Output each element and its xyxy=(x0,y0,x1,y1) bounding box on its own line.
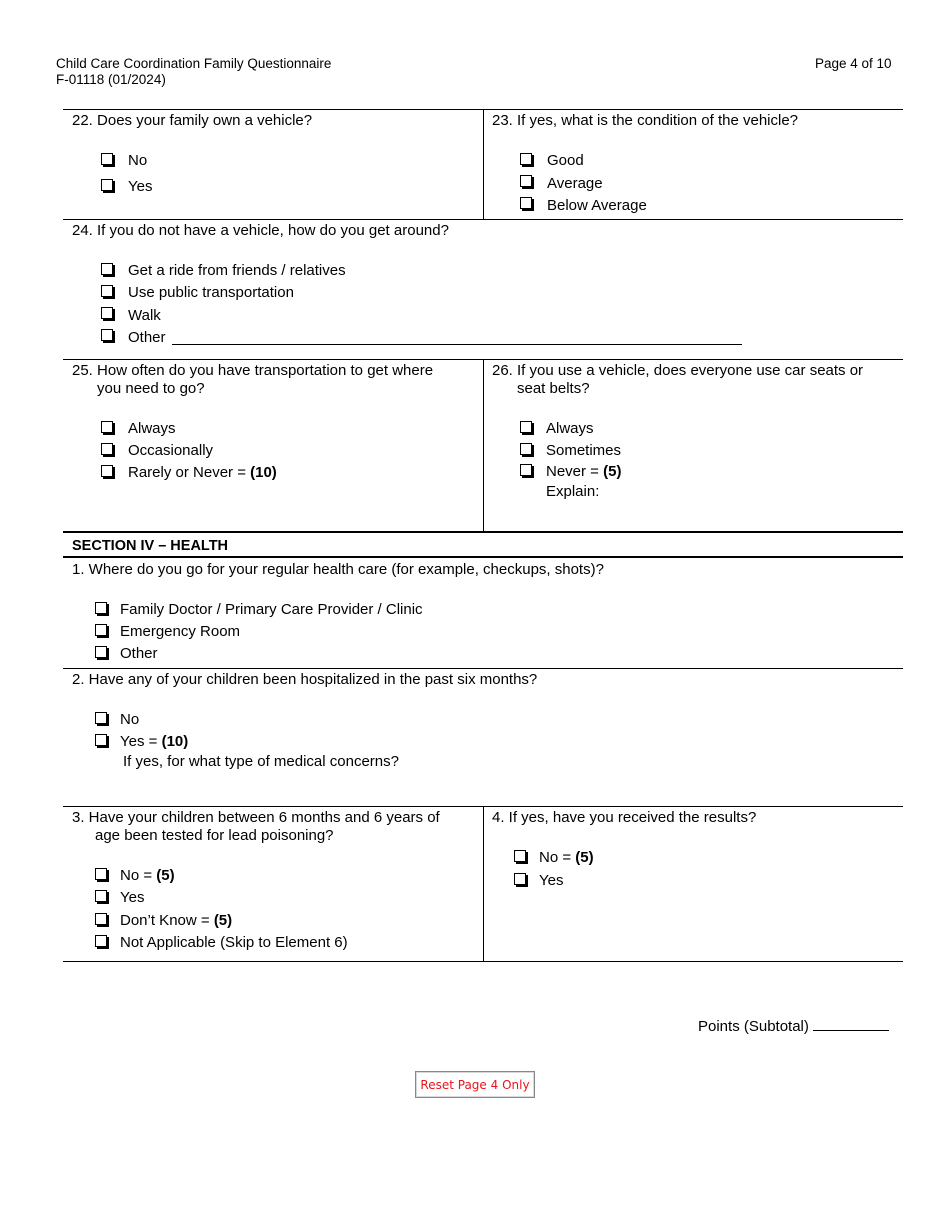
option-label: Always xyxy=(128,420,176,437)
table-bottom-border xyxy=(63,961,903,962)
health-question-3 xyxy=(72,809,440,845)
option-label: Yes xyxy=(539,872,564,889)
column-divider xyxy=(483,109,484,219)
option-label: Average xyxy=(547,175,603,192)
checkbox-q23-good[interactable] xyxy=(520,153,532,165)
checkbox-h1-family-doctor[interactable] xyxy=(95,602,107,614)
option-label-with-points xyxy=(120,867,175,885)
question-23: 23. If yes, what is the condition of the vehicle? xyxy=(492,112,799,129)
option-label: Below Average xyxy=(547,197,647,214)
checkbox-h3-not-applicable[interactable] xyxy=(95,935,107,947)
option-label: Not Applicable (Skip to Element 6) xyxy=(120,934,348,951)
checkbox-h1-emergency-room[interactable] xyxy=(95,624,107,636)
points-value: (5) xyxy=(156,867,175,884)
option-label-with-points xyxy=(120,733,188,751)
explain-label: Explain: xyxy=(546,483,600,500)
points-subtotal-field[interactable] xyxy=(813,1030,889,1031)
option-text: Don’t Know = xyxy=(120,912,214,929)
section-title: SECTION IV – HEALTH xyxy=(72,538,229,554)
column-divider xyxy=(483,359,484,531)
question-text-cont: you need to go? xyxy=(97,380,205,397)
points-subtotal xyxy=(698,1018,889,1036)
option-text: No = xyxy=(539,849,576,866)
option-text: Yes = xyxy=(120,733,162,750)
checkbox-q23-below-average[interactable] xyxy=(520,197,532,209)
followup-prompt: If yes, for what type of medical concerns? xyxy=(123,753,399,770)
question-text: 3. Have your children between 6 months and 6 years of xyxy=(72,809,440,826)
checkbox-q25-always[interactable] xyxy=(101,421,113,433)
option-label: Yes xyxy=(128,178,153,195)
checkbox-q26-never[interactable] xyxy=(520,464,532,476)
question-text: 25. How often do you have transportation to get where xyxy=(72,362,434,379)
option-label: Use public transportation xyxy=(128,284,294,301)
option-label: Always xyxy=(546,420,594,437)
question-text: 26. If you use a vehicle, does everyone use car seats or xyxy=(492,362,864,379)
checkbox-h4-no[interactable] xyxy=(514,850,526,862)
reset-page-button[interactable]: Reset Page 4 Only xyxy=(415,1071,535,1098)
option-label-with-points xyxy=(120,912,232,930)
option-label-with-points xyxy=(128,464,277,482)
health-question-1: 1. Where do you go for your regular health care (for example, checkups, shots)? xyxy=(72,561,604,578)
question-24: 24. If you do not have a vehicle, how do you get around? xyxy=(72,222,449,239)
question-22: 22. Does your family own a vehicle? xyxy=(72,112,313,129)
form-title: Child Care Coordination Family Questionnaire xyxy=(56,56,332,71)
checkbox-q22-yes[interactable] xyxy=(101,179,113,191)
row-divider xyxy=(63,668,903,669)
checkbox-q24-public[interactable] xyxy=(101,285,113,297)
question-26 xyxy=(492,362,863,398)
option-text: Rarely or Never = xyxy=(128,464,251,481)
section-divider xyxy=(63,531,903,533)
question-text-cont: seat belts? xyxy=(517,380,590,397)
form-number: F-01118 (01/2024) xyxy=(56,72,166,87)
option-label: Emergency Room xyxy=(120,623,241,640)
checkbox-q25-occasionally[interactable] xyxy=(101,443,113,455)
points-value: (10) xyxy=(250,464,277,481)
question-25 xyxy=(72,362,433,398)
checkbox-q22-no[interactable] xyxy=(101,153,113,165)
checkbox-h4-yes[interactable] xyxy=(514,873,526,885)
question-text-cont: age been tested for lead poisoning? xyxy=(95,827,334,844)
points-value: (5) xyxy=(603,463,622,480)
points-value: (10) xyxy=(161,733,189,750)
option-label: Good xyxy=(547,152,584,169)
page-label: Page 4 of 10 xyxy=(815,56,892,71)
option-label: Yes xyxy=(120,889,145,906)
checkbox-q26-always[interactable] xyxy=(520,421,532,433)
checkbox-h2-yes[interactable] xyxy=(95,734,107,746)
option-label: Sometimes xyxy=(546,442,622,459)
section-title-underline xyxy=(63,556,903,558)
health-question-2: 2. Have any of your children been hospitalized in the past six months? xyxy=(72,671,538,688)
option-label: Family Doctor / Primary Care Provider / Clinic xyxy=(120,601,423,618)
option-label-with-points xyxy=(546,463,621,481)
checkbox-h3-no[interactable] xyxy=(95,868,107,880)
points-value: (5) xyxy=(575,849,594,866)
option-label: Walk xyxy=(128,307,161,324)
option-label: Get a ride from friends / relatives xyxy=(128,262,346,279)
health-question-4: 4. If yes, have you received the results? xyxy=(492,809,757,826)
q24-other-input-line[interactable] xyxy=(172,344,742,345)
row-divider xyxy=(63,219,903,220)
checkbox-h2-no[interactable] xyxy=(95,712,107,724)
checkbox-q23-average[interactable] xyxy=(520,175,532,187)
points-subtotal-label: Points (Subtotal) xyxy=(698,1018,809,1035)
option-label: No xyxy=(128,152,148,169)
checkbox-h1-other[interactable] xyxy=(95,646,107,658)
column-divider xyxy=(483,806,484,961)
option-label: Occasionally xyxy=(128,442,214,459)
option-label: No xyxy=(120,711,140,728)
option-label: Other xyxy=(128,329,166,346)
checkbox-q24-other[interactable] xyxy=(101,329,113,341)
checkbox-q24-walk[interactable] xyxy=(101,307,113,319)
option-label: Other xyxy=(120,645,158,662)
checkbox-q25-rarely[interactable] xyxy=(101,465,113,477)
checkbox-h3-yes[interactable] xyxy=(95,890,107,902)
option-text: Never = xyxy=(546,463,604,480)
checkbox-q26-sometimes[interactable] xyxy=(520,443,532,455)
option-text: No = xyxy=(120,867,157,884)
option-label-with-points xyxy=(539,849,594,867)
checkbox-q24-ride[interactable] xyxy=(101,263,113,275)
checkbox-h3-dont-know[interactable] xyxy=(95,913,107,925)
points-value: (5) xyxy=(213,912,233,929)
